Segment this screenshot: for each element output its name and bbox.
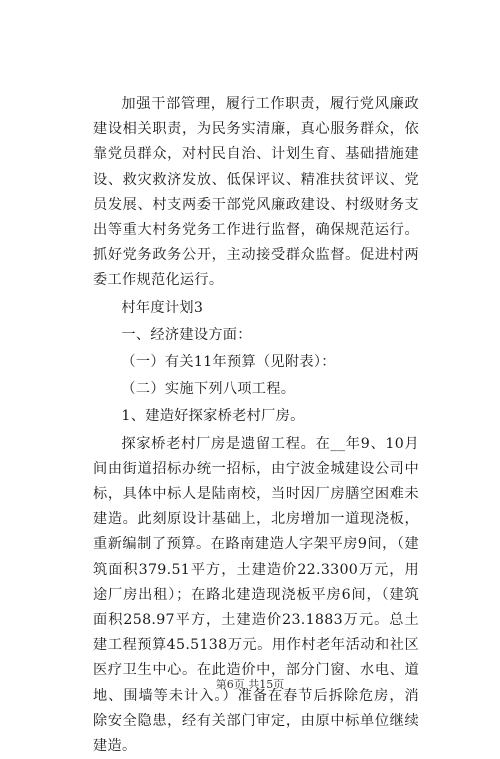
document-body [93, 92, 419, 759]
paragraph-supervision: 加强干部管理，履行工作职责，履行党风廉政建设相关职责，为民务实清廉，真心服务群众，依靠党员群众，对村民自治、计划生育、基础措施建设、救灾救济发放、低保评议、精准扶贫评议、党员发展、村支两委干部党风廉政建设、村级财务支出等重大村务党务工作进行监督，确保规范运行。抓好党务政务公开，主动接受群众监督。促进村两委工作规范化运行。 [93, 96, 419, 289]
section-title-plan-3: 村年度计划3 [121, 299, 204, 316]
paragraph-factory-details: 探家桥老村厂房是遗留工程。在__年9、10月间由街道招标办统一招标，由宁波金城建设公司中标，具体中标人是陆南校，当时因厂房膳空困难未建造。此刻原设计基础上，北房增加一道现浇板，重新编制了预算。在路南建造人字架平房9间，（建筑面积379.51平方，土建造价22.3300万元，用途厂房出租）；在路北建造现浇板平房6间，（建筑面积258.97平方，土建造价23.1883万元。总土建工程预算45.5138万元。用作村老年活动和社区医疗卫生中心。在此造价中，部分门窗、水电、道地、围墙等未计入。）准备在春节后拆除危房，消除安全隐患，经有关部门审定，由原中标单位继续建造。 [93, 435, 419, 755]
subheading-budget: （一）有关11年预算（见附表）： [121, 354, 336, 371]
subheading-eight-projects: （二）实施下列八项工程。 [121, 381, 296, 398]
page-footer: 第6页 共15页 [215, 678, 285, 691]
heading-economic-construction: 一、经济建设方面： [121, 326, 252, 343]
item-factory-building: 1、建造好探家桥老村厂房。 [121, 408, 305, 425]
